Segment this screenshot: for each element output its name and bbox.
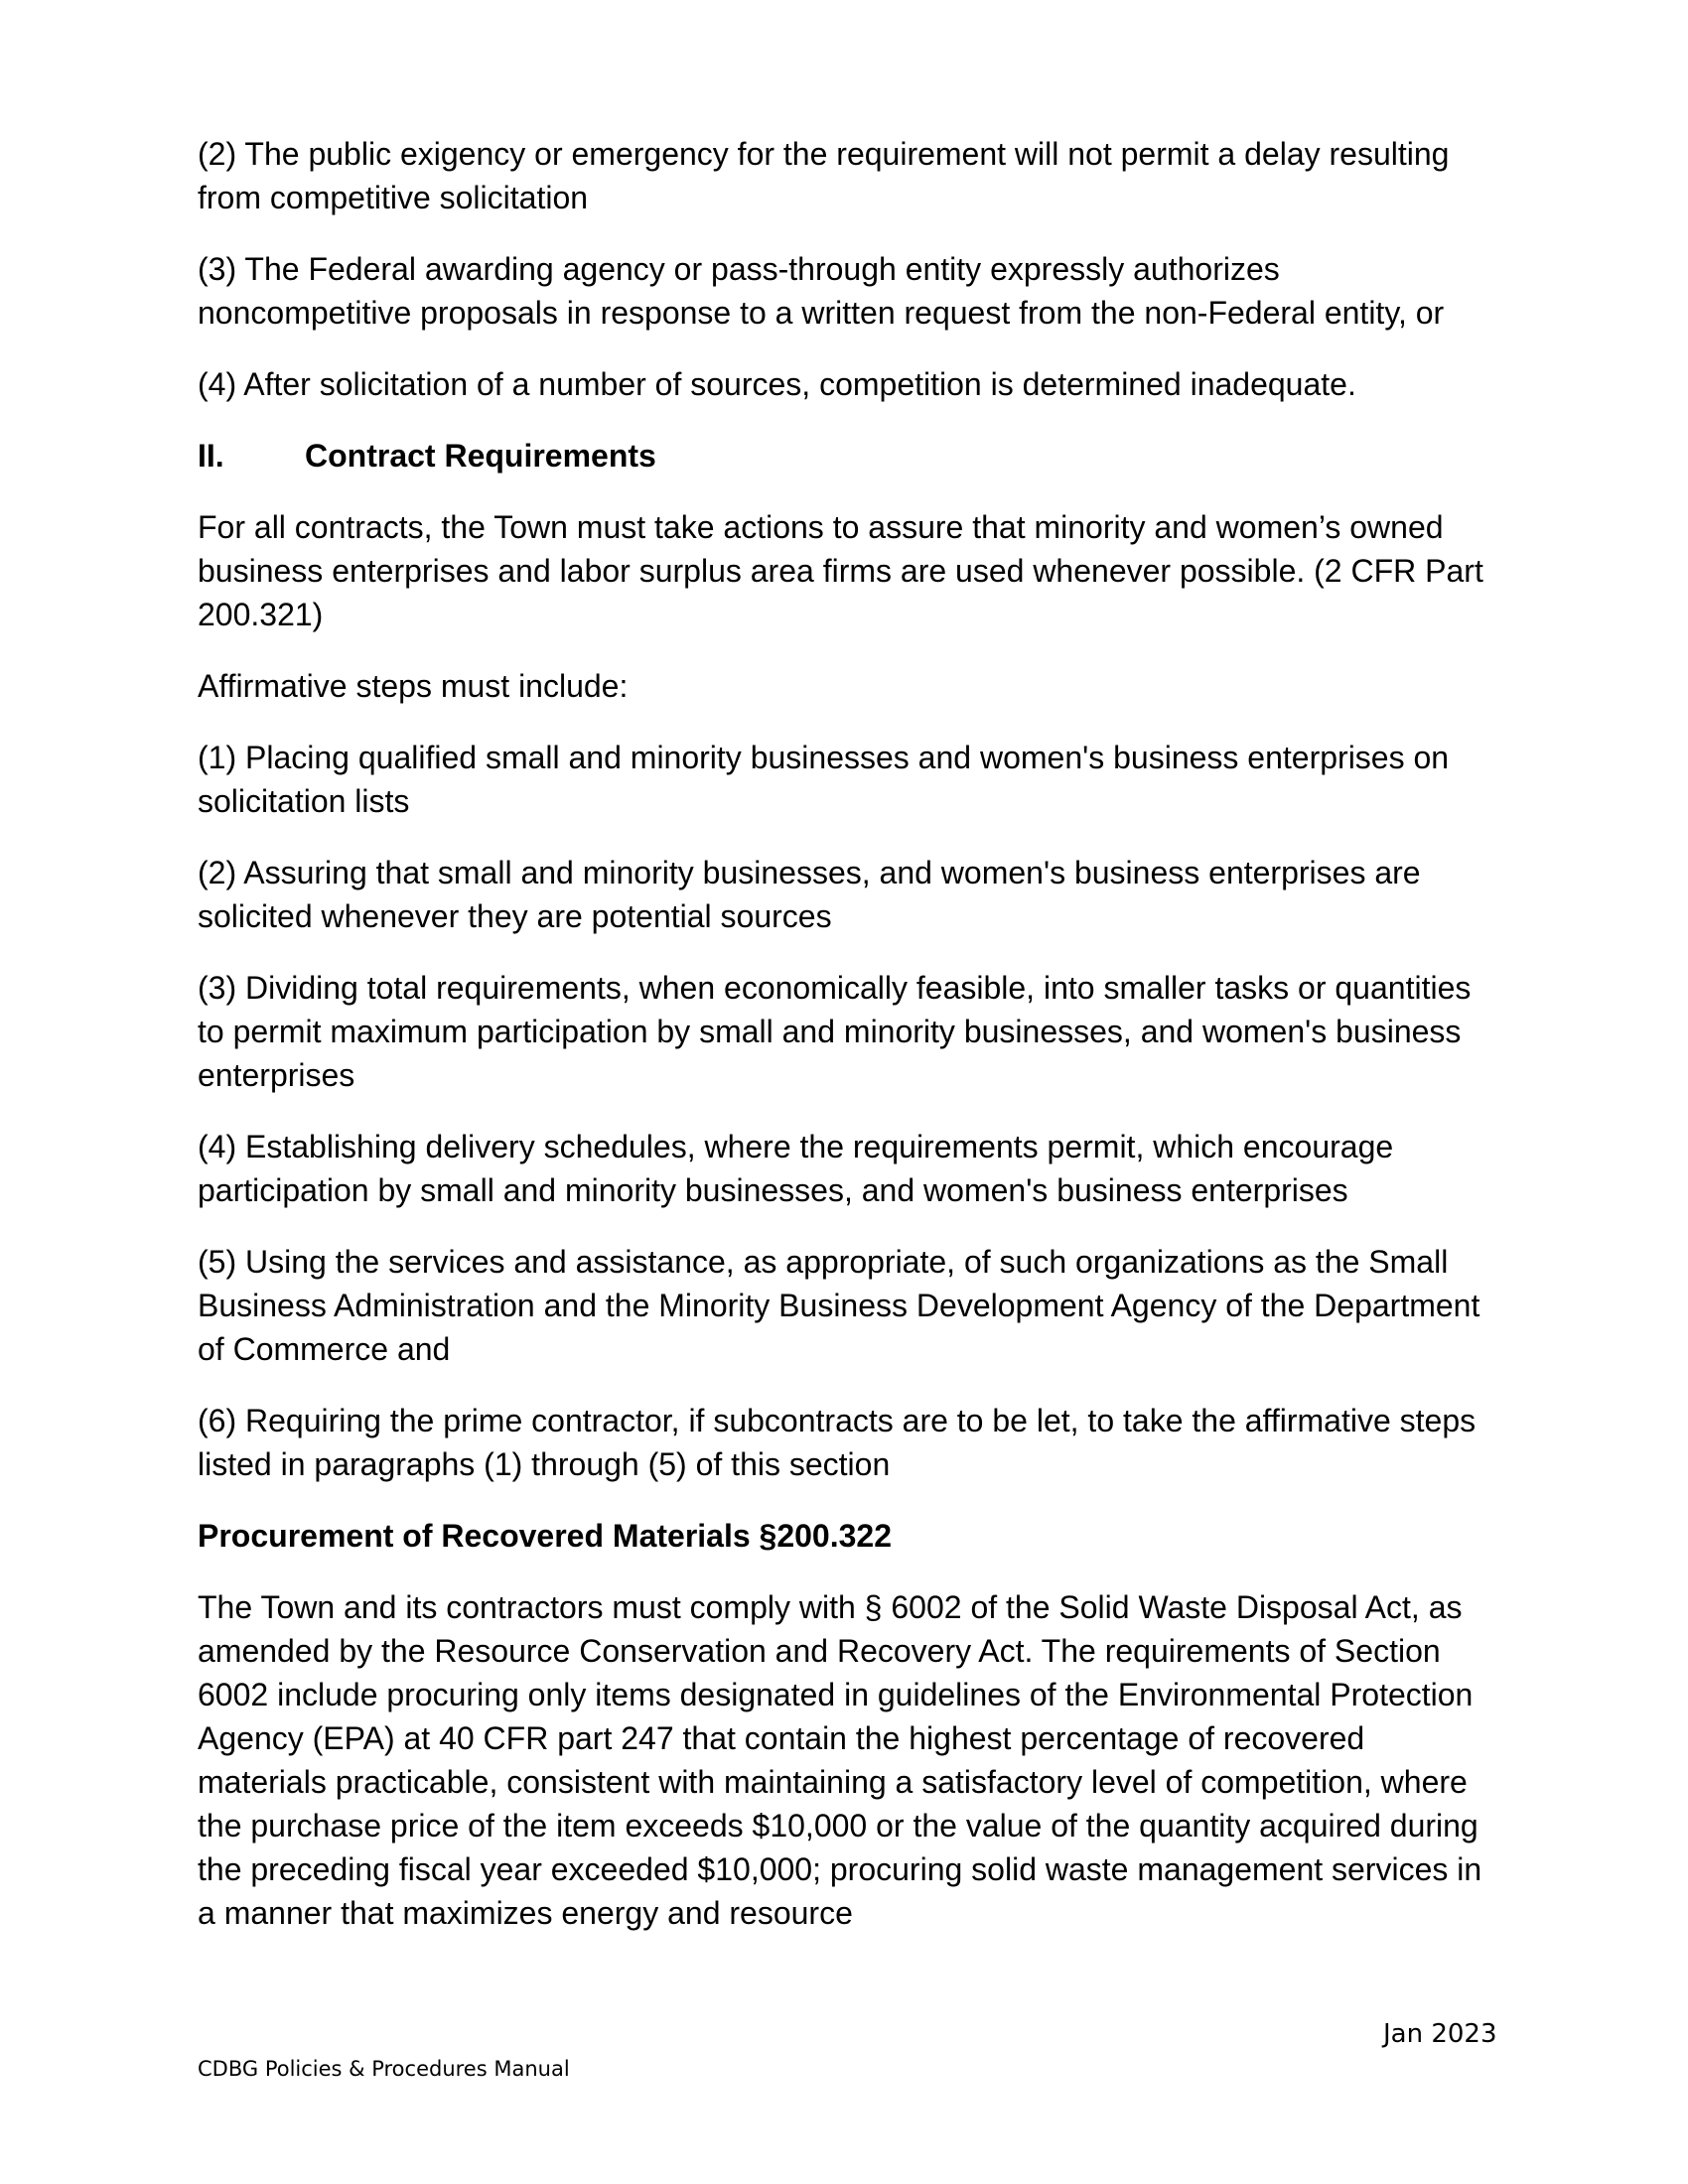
contract-requirements-intro: For all contracts, the Town must take actions to assure that minority and women’s owned business enterprises and labor surplus area firms are used whenever possible. (2 CFR Part 200.321) — [198, 509, 1483, 632]
section-heading-contract-requirements — [198, 434, 1498, 478]
intro-item-2: (2) The public exigency or emergency for the requirement will not permit a delay resulting from competitive solicitation — [198, 136, 1450, 215]
recovered-materials-body: The Town and its contractors must comply with § 6002 of the Solid Waste Disposal Act, as amended by the Resource Conservation and Recovery Act. The requirements of Section 6002 include procuring only items designated in guidelines of the Environmental Protection Agency (EPA) at 40 CFR part 247 that contain the highest percentage of recovered materials practicable, consistent with maintaining a satisfactory level of competition, where the purchase price of the item exceeds $10,000 or the value of the quantity acquired during the preceding fiscal year exceeded $10,000; procuring solid waste management services in a manner that maximizes energy and resource — [198, 1589, 1482, 1931]
affirmative-step-6: (6) Requiring the prime contractor, if subcontracts are to be let, to take the affirmative steps listed in paragraphs (1) through (5) of this section — [198, 1403, 1477, 1482]
affirmative-step-2: (2) Assuring that small and minority businesses, and women's business enterprises are solicited whenever they are potential sources — [198, 855, 1421, 934]
affirmative-step-1: (1) Placing qualified small and minority businesses and women's business enterprises on solicitation lists — [198, 740, 1450, 819]
affirmative-steps-lead: Affirmative steps must include: — [198, 668, 629, 704]
intro-item-3: (3) The Federal awarding agency or pass-through entity expressly authorizes noncompetitive proposals in response to a written request from the non-Federal entity, or — [198, 251, 1445, 331]
recovered-materials-heading: Procurement of Recovered Materials §200.322 — [198, 1518, 892, 1554]
footer-date: Jan 2023 — [1383, 2019, 1497, 2049]
section-title: Contract Requirements — [305, 438, 656, 474]
intro-item-4: (4) After solicitation of a number of sources, competition is determined inadequate. — [198, 366, 1356, 402]
affirmative-step-4: (4) Establishing delivery schedules, where the requirements permit, which encourage participation by small and minority businesses, and women's business enterprises — [198, 1129, 1394, 1208]
section-number: II. — [198, 438, 224, 474]
footer-manual-title: CDBG Policies & Procedures Manual — [198, 2057, 570, 2081]
affirmative-step-3: (3) Dividing total requirements, when economically feasible, into smaller tasks or quantities to permit maximum participation by small and minority businesses, and women's business enterprises — [198, 970, 1472, 1093]
affirmative-step-5: (5) Using the services and assistance, as appropriate, of such organizations as the Small Business Administration and the Minority Business Development Agency of the Department of Commerce and — [198, 1244, 1480, 1367]
document-body — [198, 132, 1498, 1963]
